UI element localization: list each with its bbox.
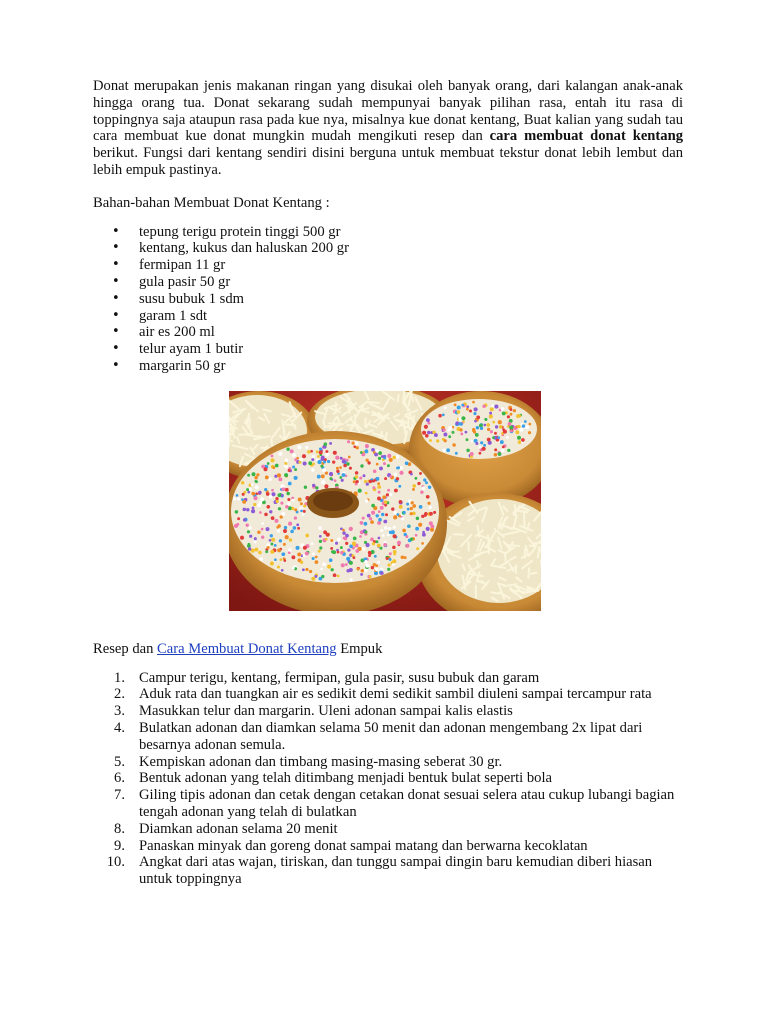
step-text: Bulatkan adonan dan diamkan selama 50 menit dan adonan mengembang 2x lipat dari besarnya adonan semula. xyxy=(139,719,643,753)
step-number: 2. xyxy=(114,686,125,703)
ingredient-item: • susu bubuk 1 sdm xyxy=(93,291,683,308)
ingredient-item: • air es 200 ml xyxy=(93,324,683,341)
step-text: Bentuk adonan yang telah ditimbang menjadi bentuk bulat seperti bola xyxy=(139,770,552,787)
step-text: Giling tipis adonan dan cetak dengan cetakan donat sesuai selera atau cukup lubangi bagian tengah adonan yang telah di bulatkan xyxy=(139,787,675,820)
step-number: 5. xyxy=(114,753,125,770)
recipe-heading xyxy=(93,641,683,658)
ingredient-item: • fermipan 11 gr xyxy=(93,257,683,274)
step-number: 9. xyxy=(114,837,125,854)
ingredient-item: • telur ayam 1 butir xyxy=(93,341,683,358)
donut-photo-frame xyxy=(229,391,541,611)
step-text: Kempiskan adonan dan timbang masing-masing seberat 30 gr. xyxy=(139,753,503,770)
recipe-heading-end: Empuk xyxy=(336,640,383,657)
recipe-step xyxy=(93,821,683,838)
step-text: Panaskan minyak dan goreng donat sampai matang dan berwarna kecoklatan xyxy=(139,837,588,854)
recipe-step xyxy=(93,787,683,821)
step-number: 8. xyxy=(114,820,125,837)
step-number: 4. xyxy=(114,719,125,736)
step-number: 3. xyxy=(114,703,125,720)
ingredient-item: • gula pasir 50 gr xyxy=(93,274,683,291)
recipe-step xyxy=(93,670,683,687)
recipe-link[interactable]: Cara Membuat Donat Kentang xyxy=(157,640,337,657)
ingredients-heading: Bahan-bahan Membuat Donat Kentang : xyxy=(93,194,330,211)
document-body xyxy=(93,78,683,888)
step-number: 10. xyxy=(106,854,125,871)
step-number: 6. xyxy=(114,770,125,787)
recipe-step xyxy=(93,770,683,787)
intro-text: Donat merupakan jenis makanan ringan yang disukai oleh banyak orang, dari kalangan anak-anak hingga orang tua. Donat sekarang sudah mempunyai banyak pilihan rasa, entah itu rasa di toppingnya saja ataupun rasa pada kue nya, misalnya kue donat kentang, Buat kalian yang sudah tau cara membuat kue donat mungkin mudah mengikuti resep dan xyxy=(93,78,683,145)
intro-paragraph xyxy=(93,78,683,179)
recipe-heading-start: Resep dan xyxy=(93,640,158,657)
recipe-step xyxy=(93,754,683,771)
recipe-step xyxy=(93,854,683,888)
step-text: Campur terigu, kentang, fermipan, gula pasir, susu bubuk dan garam xyxy=(139,669,540,686)
recipe-step xyxy=(93,720,683,754)
ingredients-list xyxy=(93,224,683,375)
step-text: Diamkan adonan selama 20 menit xyxy=(139,820,338,837)
recipe-step xyxy=(93,703,683,720)
step-text: Aduk rata dan tuangkan air es sedikit demi sedikit sambil diuleni sampai tercampur rata xyxy=(139,686,652,703)
step-number: 1. xyxy=(114,669,125,686)
ingredient-item: • garam 1 sdt xyxy=(93,308,683,325)
intro-text-end: berikut. Fungsi dari kentang sendiri disini berguna untuk membuat tekstur donat lebih lembut dan lebih empuk pastinya. xyxy=(93,145,683,178)
intro-bold-keyword: cara membuat donat kentang xyxy=(489,128,683,145)
recipe-step xyxy=(93,838,683,855)
step-text: Angkat dari atas wajan, tiriskan, dan tunggu sampai dingin baru kemudian diberi hiasan untuk toppingnya xyxy=(139,854,653,888)
ingredient-item: • kentang, kukus dan haluskan 200 gr xyxy=(93,240,683,257)
step-text: Masukkan telur dan margarin. Uleni adonan sampai kalis elastis xyxy=(139,703,513,720)
recipe-steps-list xyxy=(93,670,683,888)
recipe-step xyxy=(93,686,683,703)
ingredient-item: • margarin 50 gr xyxy=(93,358,683,375)
donut-photo xyxy=(229,391,541,611)
ingredient-item: • tepung terigu protein tinggi 500 gr xyxy=(93,224,683,241)
step-number: 7. xyxy=(114,787,125,804)
